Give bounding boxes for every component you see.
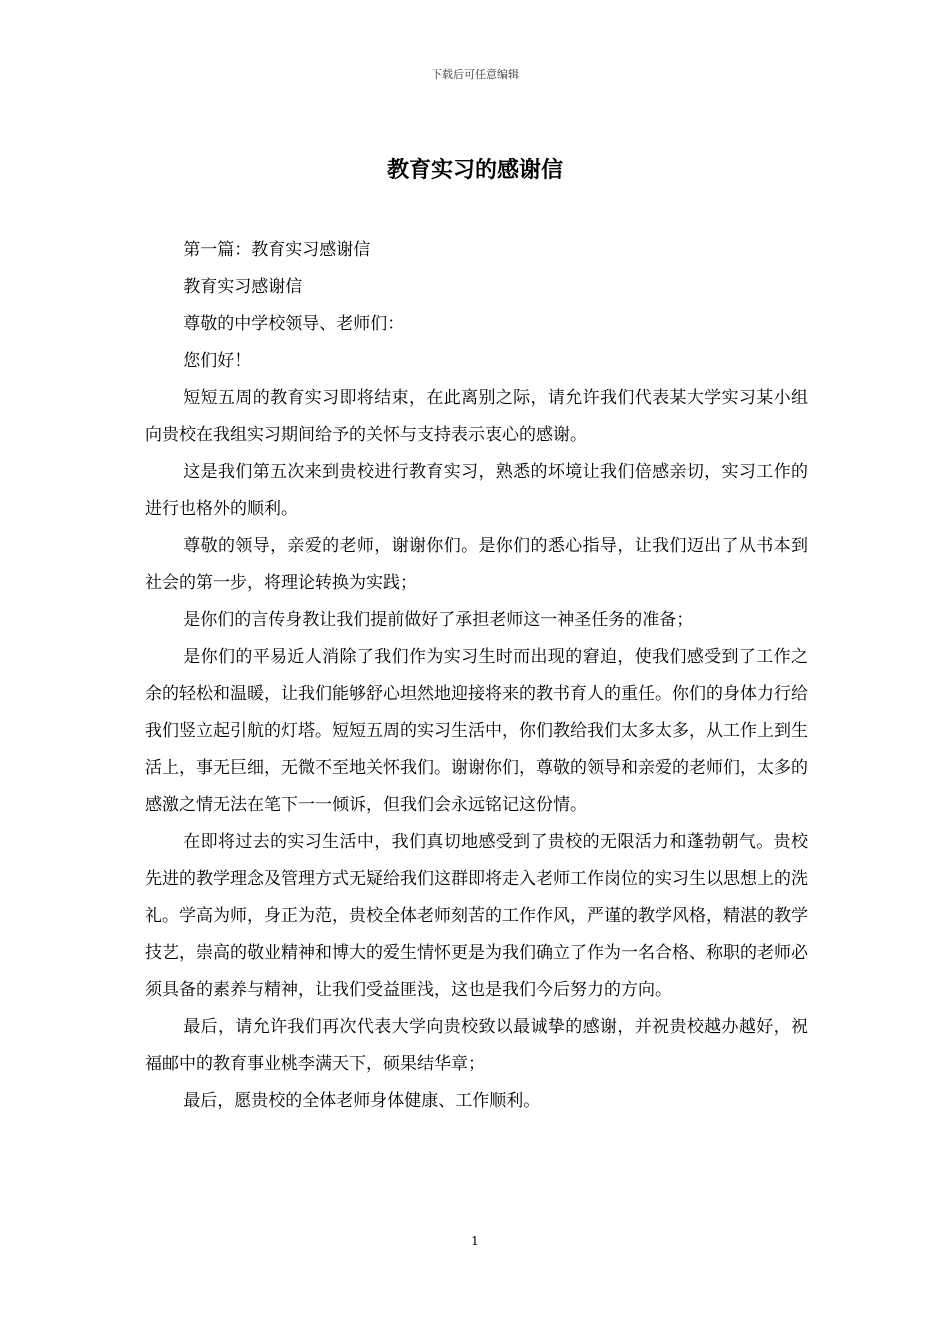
paragraph-closing: 最后，愿贵校的全体老师身体健康、工作顺利。 bbox=[183, 1091, 541, 1111]
paragraph: 尊敬的领导，亲爱的老师，谢谢你们。是你们的悉心指导，让我们迈出了从书本到社会的第一步，将理论转换为实践； bbox=[145, 536, 808, 593]
paragraph-greeting: 您们好！ bbox=[183, 351, 252, 371]
paragraph: 最后，请允许我们再次代表大学向贵校致以最诚挚的感谢，并祝贵校越办越好，祝福邮中的教育事业桃李满天下，硕果结华章； bbox=[145, 1017, 808, 1074]
page-number: 1 bbox=[471, 1234, 479, 1248]
paragraph-letter-heading: 教育实习感谢信 bbox=[183, 277, 303, 297]
document-body bbox=[145, 232, 808, 1120]
document-title: 教育实习的感谢信 bbox=[386, 157, 563, 183]
paragraph: 短短五周的教育实习即将结束，在此离别之际，请允许我们代表某大学实习某小组向贵校在我组实习期间给予的关怀与支持表示衷心的感谢。 bbox=[145, 388, 808, 445]
paragraph: 在即将过去的实习生活中，我们真切地感受到了贵校的无限活力和蓬勃朝气。贵校先进的教学理念及管理方式无疑给我们这群即将走入老师工作岗位的实习生以思想上的洗礼。学高为师，身正为范，贵校全体老师刻苦的工作作风，严谨的教学风格，精湛的教学技艺，崇高的敬业精神和博大的爱生情怀更是为我们确立了作为一名合格、称职的老师必须具备的素养与精神，让我们受益匪浅，这也是我们今后努力的方向。 bbox=[145, 832, 808, 1000]
paragraph: 是你们的平易近人消除了我们作为实习生时而出现的窘迫，使我们感受到了工作之余的轻松和温暖，让我们能够舒心坦然地迎接将来的教书育人的重任。你们的身体力行给我们竖立起引航的灯塔。短短五周的实习生活中，你们教给我们太多太多，从工作上到生活上，事无巨细，无微不至地关怀我们。谢谢你们，尊敬的领导和亲爱的老师们，太多的感激之情无法在笔下一一倾诉，但我们会永远铭记这份情。 bbox=[145, 647, 808, 815]
paragraph: 这是我们第五次来到贵校进行教育实习，熟悉的坏境让我们倍感亲切，实习工作的进行也格外的顺利。 bbox=[145, 462, 808, 519]
page-header: 下载后可任意编辑 bbox=[431, 68, 519, 81]
paragraph-salutation: 尊敬的中学校领导、老师们： bbox=[183, 314, 405, 334]
paragraph-section-heading: 第一篇：教育实习感谢信 bbox=[183, 240, 371, 260]
paragraph: 是你们的言传身教让我们提前做好了承担老师这一神圣任务的准备； bbox=[183, 610, 694, 630]
